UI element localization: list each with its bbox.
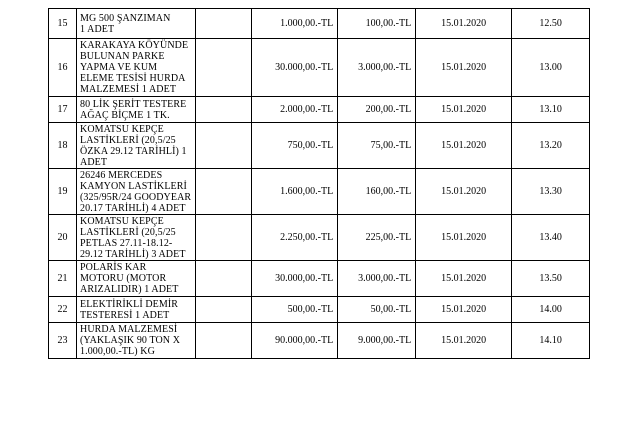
estimated-value: 1.000,00.-TL [252,9,338,39]
description-line: LASTİKLERİ (20,5/25 [80,134,176,146]
auction-items-table [48,8,590,359]
row-number: 20 [49,215,77,261]
table-row [49,9,590,39]
table-row [49,261,590,297]
item-description [77,123,196,169]
item-description [77,97,196,123]
estimated-value: 1.600,00.-TL [252,169,338,215]
auction-date: 15.01.2020 [416,97,512,123]
table-row [49,39,590,97]
guarantee-amount: 50,00.-TL [338,297,416,323]
table-row [49,123,590,169]
row-number: 17 [49,97,77,123]
auction-time: 14.10 [512,323,590,359]
description-line: MOTORU (MOTOR [80,273,167,284]
row-number: 22 [49,297,77,323]
auction-time: 12.50 [512,9,590,39]
empty-cell [196,215,252,261]
description-line: 1.000,00.-TL) KG [80,346,155,357]
item-description [77,215,196,261]
estimated-value: 750,00.-TL [252,123,338,169]
description-line: KARAKAYA KÖYÜNDE [80,40,189,51]
auction-date: 15.01.2020 [416,323,512,359]
description-line: ELEME TESİSİ HURDA [80,73,186,84]
empty-cell [196,169,252,215]
description-line: 20.17 TARİHLİ) 4 ADET [80,202,186,214]
auction-time: 13.20 [512,123,590,169]
description-line: KAMYON LASTİKLERİ [80,180,187,192]
item-description [77,261,196,297]
estimated-value: 2.000,00.-TL [252,97,338,123]
auction-date: 15.01.2020 [416,9,512,39]
auction-time: 13.30 [512,169,590,215]
guarantee-amount: 100,00.-TL [338,9,416,39]
row-number: 21 [49,261,77,297]
description-line: (YAKLAŞIK 90 TON X [80,335,181,346]
auction-time: 13.00 [512,39,590,97]
row-number: 19 [49,169,77,215]
table-row [49,169,590,215]
description-line: POLARİS KAR [80,262,147,273]
description-line: 1 ADET [80,23,115,35]
guarantee-amount: 3.000,00.-TL [338,39,416,97]
table-row [49,323,590,359]
estimated-value: 500,00.-TL [252,297,338,323]
row-number: 18 [49,123,77,169]
description-line: AĞAÇ BİÇME 1 TK. [80,109,170,121]
description-line: 29.12 TARİHLİ) 3 ADET [80,248,186,260]
description-line: ELEKTİRİKLİ DEMİR [80,298,179,310]
auction-date: 15.01.2020 [416,261,512,297]
table-row [49,215,590,261]
description-line: MG 500 ŞANZIMAN [80,12,171,24]
table-row [49,297,590,323]
auction-date: 15.01.2020 [416,297,512,323]
description-line: 26246 MERCEDES [80,169,163,181]
guarantee-amount: 75,00.-TL [338,123,416,169]
item-description [77,169,196,215]
empty-cell [196,9,252,39]
description-line: LASTİKLERİ (20,5/25 [80,226,176,238]
row-number: 16 [49,39,77,97]
description-line: PETLAS 27.11-18.12- [80,237,173,249]
description-line: MALZEMESİ 1 ADET [80,84,177,95]
description-line: KOMATSU KEPÇE [80,123,164,135]
description-line: YAPMA VE KUM [80,62,158,73]
item-description [77,323,196,359]
description-line: (325/95R/24 GOODYEAR [80,191,192,203]
table-body [49,9,590,359]
description-line: BULUNAN PARKE [80,51,165,62]
estimated-value: 30.000,00.-TL [252,39,338,97]
estimated-value: 2.250,00.-TL [252,215,338,261]
item-description [77,297,196,323]
empty-cell [196,123,252,169]
empty-cell [196,39,252,97]
auction-time: 14.00 [512,297,590,323]
empty-cell [196,323,252,359]
guarantee-amount: 9.000,00.-TL [338,323,416,359]
auction-date: 15.01.2020 [416,39,512,97]
description-line: ÖZKA 29.12 TARİHLİ) 1 [80,145,187,157]
empty-cell [196,97,252,123]
description-line: TESTERESİ 1 ADET [80,309,170,321]
guarantee-amount: 3.000,00.-TL [338,261,416,297]
guarantee-amount: 160,00.-TL [338,169,416,215]
table-row [49,97,590,123]
guarantee-amount: 225,00.-TL [338,215,416,261]
auction-time: 13.40 [512,215,590,261]
auction-date: 15.01.2020 [416,123,512,169]
description-line: ARIZALIDIR) 1 ADET [80,284,179,295]
estimated-value: 90.000,00.-TL [252,323,338,359]
description-line: KOMATSU KEPÇE [80,215,164,227]
auction-time: 13.50 [512,261,590,297]
estimated-value: 30.000,00.-TL [252,261,338,297]
empty-cell [196,261,252,297]
auction-date: 15.01.2020 [416,215,512,261]
empty-cell [196,297,252,323]
row-number: 15 [49,9,77,39]
document-page [48,8,590,359]
auction-time: 13.10 [512,97,590,123]
description-line: ADET [80,156,108,168]
auction-date: 15.01.2020 [416,169,512,215]
description-line: HURDA MALZEMESİ [80,324,178,335]
item-description [77,39,196,97]
row-number: 23 [49,323,77,359]
item-description [77,9,196,39]
description-line: 80 LİK ŞERİT TESTERE [80,98,187,110]
guarantee-amount: 200,00.-TL [338,97,416,123]
